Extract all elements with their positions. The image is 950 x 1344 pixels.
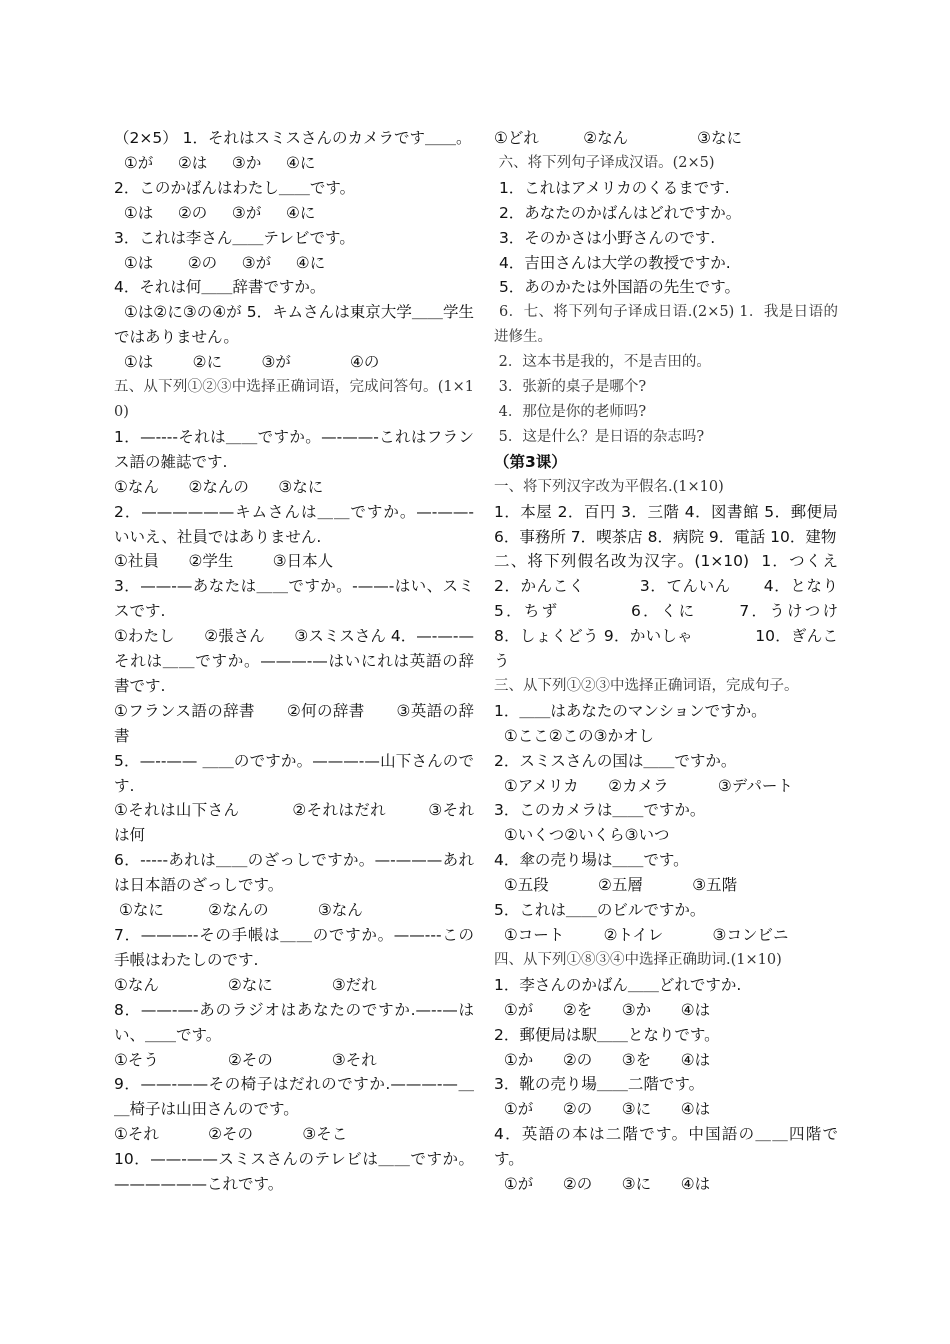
text-line: ①は ②の ③が ④に: [114, 203, 316, 222]
text-line: 六、将下列句子译成汉语。(2×5): [494, 154, 715, 171]
text-line: 一、将下列汉字改为平假名.(1×10): [494, 478, 724, 495]
text-line: 二、将下列假名改为汉字。(1×10) 1．つくえ 2．かんこく 3．てんいん 4．となり 5．ちず 6．くに 7．うけつけ 8．しょくどう 9．かいしゃ 10．ぎんこう: [494, 552, 898, 671]
text-line: 四、从下列①⑧③④中选择正确助词.(1×10): [494, 951, 782, 968]
text-line: 5．あのかたは外国語の先生です。: [494, 278, 741, 297]
text-line: 4．傘の売り場は＿＿です。: [494, 851, 689, 870]
text-line: 2．このかばんはわたし＿＿です。: [114, 178, 356, 197]
text-line: 2．这本书是我的，不是吉田的。: [494, 354, 711, 371]
text-line: ①なん ②なんの ③なに: [114, 477, 324, 496]
text-line: 1．李さんのかばん＿＿どれですか.: [494, 975, 742, 994]
text-line: ①そう ②その ③それ: [114, 1050, 377, 1069]
text-line: ①アメリカ ②カメラ ③デパート: [494, 776, 793, 795]
text-line: 3．张新的桌子是哪个?: [494, 379, 647, 396]
text-line: 2．スミスさんの国は＿＿ですか。: [494, 751, 737, 770]
text-line: 3．このカメラは＿＿ですか。: [494, 801, 706, 820]
text-line: ①が ②の ③に ④は: [494, 1175, 711, 1194]
text-line: ①なん ②なに ③だれ: [114, 975, 377, 994]
text-line: ①いくつ②いくら③いつ: [494, 826, 670, 845]
text-line: ①が ②を ③か ④は: [494, 1000, 711, 1019]
text-line: 7．———--その手帳は＿＿のですか。——---この手帳はわたしのです.: [114, 926, 474, 969]
text-line: 8．——-—-あのラジオはあなたのですか.—--—はい、＿＿です。: [114, 1000, 474, 1044]
text-line: 1．本屋 2．百円 3．三階 4．図書館 5．郵便局 6．事務所 7．喫茶店 8．病院 9．電話 10．建物: [494, 502, 843, 546]
text-line: 4．英語の本は二階です。中国語の＿＿四階です。: [494, 1125, 838, 1169]
text-line: 五、从下列①②③中选择正确词语，完成问答句。(1×10): [114, 379, 474, 420]
text-line: ①は ②に ③が ④の: [114, 353, 380, 372]
text-line: （第3课）: [494, 452, 567, 471]
text-line: ①どれ ②なん ③なに: [494, 129, 743, 147]
text-line: 3．——-—あなたは＿＿ですか。-——-はい、スミスです.: [114, 577, 474, 621]
text-line: 1．＿＿はあなたのマンションですか。: [494, 701, 767, 720]
text-line: 1．—----それは＿＿ですか。—-——-これはフランス語の雑誌です.: [114, 427, 474, 471]
text-line: ①なに ②なんの ③なん: [114, 901, 363, 920]
text-line: 10．——-——スミスさんのテレビは＿＿ですか。——————これです。: [114, 1150, 474, 1194]
text-line: ①わたし ②張さん ③スミスさん 4．—-—-—それは＿＿ですか。———-—はいにれは英語の辞書です.: [114, 627, 474, 695]
text-line: 2．郵便局は駅＿＿となりです。: [494, 1025, 720, 1044]
text-line: 3．靴の売り場＿＿二階です。: [494, 1075, 705, 1094]
text-line: 6．七、将下列句子译成日语.(2×5) 1．我是日语的进修生。: [494, 304, 838, 346]
text-line: 4．それは何＿＿辞書ですか。: [114, 278, 326, 297]
text-line: ①か ②の ③を ④は: [494, 1050, 711, 1069]
right-column: [494, 126, 898, 1197]
text-line: 3．これは李さん＿＿テレビです。: [114, 228, 355, 247]
text-line: 1．これはアメリカのくるまです.: [494, 178, 730, 197]
text-line: ①は ②の ③が ④に: [114, 253, 326, 272]
left-column: [114, 126, 474, 1197]
text-line: ①は②に③の④が 5．キムさんは東京大学＿＿学生ではありません。: [114, 303, 475, 347]
text-line: 3．そのかさは小野さんのです.: [494, 228, 716, 247]
text-line: ①コート ②トイレ ③コンビニ: [494, 926, 789, 944]
text-line: （2×5） 1．それはスミスさんのカメラです＿＿。: [114, 129, 472, 147]
text-line: 4．那位是你的老师吗?: [494, 403, 647, 420]
text-line: 4．吉田さんは大学の教授ですか.: [494, 253, 731, 272]
text-line: 6．-----あれは＿＿のざっしですか。—-———あれは日本語のざっしです。: [114, 851, 474, 895]
text-line: ①が ②の ③に ④は: [494, 1100, 711, 1119]
text-line: 2．あなたのかばんはどれですか。: [494, 203, 742, 222]
text-line: ①ここ②この③かオし: [494, 726, 655, 745]
text-line: ①が ②は ③か ④に: [114, 153, 316, 172]
text-line: ①それは山下さん ②それはだれ ③それは何: [114, 801, 474, 845]
text-line: ①五段 ②五層 ③五階: [494, 876, 738, 895]
text-line: 5．これは＿＿のビルですか。: [494, 901, 706, 920]
text-line: ①社員 ②学生 ③日本人: [114, 552, 334, 571]
text-line: 5．—--—— ＿＿のですか。———-—山下さんのです.: [114, 751, 474, 795]
text-line: ①フランス語の辞書 ②何の辞書 ③英語の辞書: [114, 701, 474, 745]
text-line: 9．——-——その椅子はだれのですか.———-—＿＿椅子は山田さんのです。: [114, 1075, 474, 1119]
text-line: 2．——————キムさんは＿＿ですか。—-——-いいえ、社員ではありません.: [114, 502, 474, 546]
text-line: 三、从下列①②③中选择正确词语，完成句子。: [494, 677, 799, 694]
text-line: 5．这是什么？是日语的杂志吗?: [494, 428, 705, 445]
text-line: ①それ ②その ③そこ: [114, 1125, 348, 1144]
